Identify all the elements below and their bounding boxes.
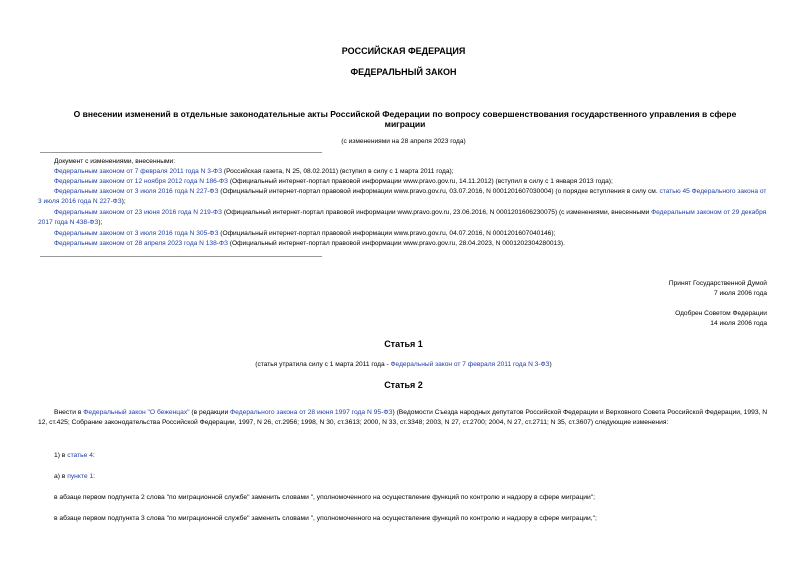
bottom-divider <box>40 256 322 257</box>
article2-heading: Статья 2 <box>384 380 423 390</box>
change-item: Федеральным законом от 7 февраля 2011 года N 3-ФЗ (Российская газета, N 25, 08.02.2011) (вступил в силу с 1 марта 2011 года); <box>54 168 454 175</box>
duma-date: 7 июля 2006 года <box>713 290 767 297</box>
change-item: Федеральным законом от 23 июня 2016 года N 219-ФЗ (Официальный интернет-портал правовой информации www.pravo.gov.ru, 23.06.2016, N 0001201606230075) (с изменениями, внесенными Федеральным законом от 29 декабря 2017 года N 438-ФЗ); <box>38 209 767 226</box>
point1-link[interactable]: пункте 1 <box>67 473 94 480</box>
changes-intro: Документ с изменениями, внесенными: <box>54 158 176 165</box>
refugees-law-link[interactable]: Федеральный закон "О беженцах" <box>83 409 190 416</box>
change-link[interactable]: статью 45 Федерального закона от 3 июля 2016 года N 227-ФЗ <box>38 188 767 205</box>
edition-note: (с изменениями на 28 апреля 2023 года) <box>341 138 466 145</box>
article1-note: (статья утратила силу с 1 марта 2011 года - Федеральный закон от 7 февраля 2011 года N 3-ФЗ) <box>255 361 552 368</box>
change-link[interactable]: Федеральным законом от 29 декабря 2017 года N 438-ФЗ <box>38 209 767 226</box>
country-heading: РОССИЙСКАЯ ФЕДЕРАЦИЯ <box>341 46 466 56</box>
item-a: а) в пункте 1: <box>54 473 96 480</box>
change-link[interactable]: Федеральным законом от 28 апреля 2023 года N 138-ФЗ <box>54 240 228 247</box>
doc-type-heading: ФЕДЕРАЛЬНЫЙ ЗАКОН <box>350 67 457 77</box>
top-divider <box>40 152 322 153</box>
duma-adoption: Принят Государственной Думой <box>668 280 767 287</box>
change-link[interactable]: Федеральным законом от 23 июня 2016 года N 219-ФЗ <box>54 209 223 216</box>
change-item: Федеральным законом от 28 апреля 2023 года N 138-ФЗ (Официальный интернет-портал правовой информации www.pravo.gov.ru, 28.04.2023, N 0001202304280013). <box>54 240 565 247</box>
change-link[interactable]: Федеральным законом от 12 ноября 2012 года N 186-ФЗ <box>54 178 229 185</box>
council-date: 14 июля 2006 года <box>710 320 767 327</box>
article1-note-link[interactable]: Федеральный закон от 7 февраля 2011 года N 3-ФЗ <box>390 361 550 368</box>
amendment-para: в абзаце первом подпункта 3 слова "по миграционной службе" заменить словами ", уполномоченного на осуществление функций по контролю и надзору в сфере миграции,"; <box>54 515 597 522</box>
article1-heading: Статья 1 <box>384 339 423 349</box>
law-95-link[interactable]: Федерального закона от 28 июня 1997 года N 95-ФЗ <box>230 409 393 416</box>
change-link[interactable]: Федеральным законом от 3 июля 2016 года N 305-ФЗ <box>54 230 219 237</box>
change-item: Федеральным законом от 12 ноября 2012 года N 186-ФЗ (Официальный интернет-портал правовой информации www.pravo.gov.ru, 14.11.2012) (вступил в силу с 1 января 2013 года); <box>54 178 613 185</box>
article2-intro: Внести в Федеральный закон "О беженцах" (в редакции Федерального закона от 28 июня 1997 года N 95-ФЗ) (Ведомости Съезда народных депутатов Российской Федерации и Верховного Совета Российской Федерации, 1993, N 12, ст.425; Собрание законодательства Российской Федерации, 1997, N 26, ст.2956; 1998, N 30, ст.3613; 2000, N 33, ст.3348; 2003, N 27, ст.2700; 2004, N 27, ст.2711; N 35, ст.3607) следующие изменения: <box>38 409 768 427</box>
change-link[interactable]: Федеральным законом от 3 июля 2016 года N 227-ФЗ <box>54 188 219 195</box>
change-link[interactable]: Федеральным законом от 7 февраля 2011 года N 3-ФЗ <box>54 168 223 175</box>
amendment-para: в абзаце первом подпункта 2 слова "по миграционной службе" заменить словами ", уполномоченного на осуществление функций по контролю и надзору в сфере миграции"; <box>54 494 596 501</box>
item-1: 1) в статье 4: <box>54 452 95 459</box>
council-approval: Одобрен Советом Федерации <box>675 310 767 317</box>
change-item: Федеральным законом от 3 июля 2016 года N 227-ФЗ (Официальный интернет-портал правовой информации www.pravo.gov.ru, 03.07.2016, N 0001201607030004) (о порядке вступления в силу см. статью 45 Федерального закона от 3 июля 2016 года N 227-ФЗ); <box>38 188 767 205</box>
article4-link[interactable]: статье 4 <box>67 452 93 459</box>
document-title: О внесении изменений в отдельные законодательные акты Российской Федерации по вопросу совершенствования государственного управления в сфере миграции <box>73 109 737 129</box>
change-item: Федеральным законом от 3 июля 2016 года N 305-ФЗ (Официальный интернет-портал правовой информации www.pravo.gov.ru, 04.07.2016, N 0001201607040146); <box>54 230 556 237</box>
